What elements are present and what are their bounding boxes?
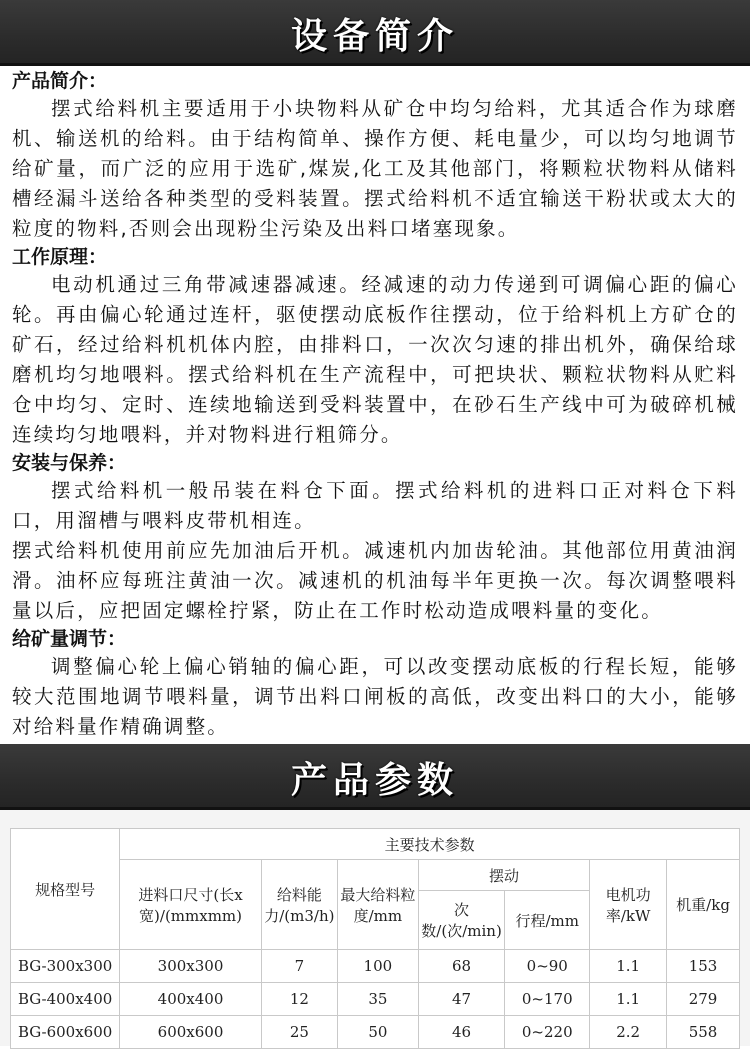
cell-swings: 47 [418, 983, 504, 1016]
cell-power: 1.1 [590, 950, 667, 983]
stroke-header: 行程/mm [505, 891, 590, 950]
cell-max-size: 35 [337, 983, 418, 1016]
table-row [11, 1016, 740, 1049]
cell-inlet: 400x400 [120, 983, 262, 1016]
section-heading: 工作原理： [12, 246, 108, 268]
cell-stroke: 0~170 [505, 983, 590, 1016]
cell-capacity: 25 [261, 1016, 337, 1049]
cell-max-size: 100 [337, 950, 418, 983]
cell-model: BG-400x400 [11, 983, 120, 1016]
paragraph: 调整偏心轮上偏心销轴的偏心距，可以改变摆动底板的行程长短，能够较大范围地调节喂料量，调节出料口闸板的高低，改变出料口的大小，能够对给料量作精确调整。 [12, 655, 738, 738]
params-table [10, 828, 740, 1049]
cell-stroke: 0~90 [505, 950, 590, 983]
swing-count-header: 次数/(次/min) [418, 891, 504, 950]
params-banner [0, 744, 750, 810]
max-size-header: 最大给料粒度/mm [337, 860, 418, 950]
section-heading: 产品简介： [12, 70, 108, 92]
swing-header: 摆动 [418, 860, 589, 891]
power-header: 电机功率/kW [590, 860, 667, 950]
section-feed-adjustment [12, 626, 738, 742]
section-working-principle [12, 244, 738, 450]
group-header: 主要技术参数 [120, 829, 740, 860]
section-heading: 给矿量调节： [12, 628, 127, 650]
cell-capacity: 12 [261, 983, 337, 1016]
cell-swings: 46 [418, 1016, 504, 1049]
cell-inlet: 600x600 [120, 1016, 262, 1049]
table-row [11, 983, 740, 1016]
cell-inlet: 300x300 [120, 950, 262, 983]
intro-banner-title: 设备简介 [290, 15, 459, 57]
cell-stroke: 0~220 [505, 1016, 590, 1049]
cell-weight: 558 [667, 1016, 740, 1049]
paragraph: 摆式给料机使用前应先加油后开机。减速机内加齿轮油。其他部位用黄油润滑。油杯应每班注黄油一次。减速机的机油每半年更换一次。每次调整喂料量以后，应把固定螺栓拧紧，防止在工作时松动造成喂料量的变化。 [12, 539, 738, 622]
cell-model: BG-300x300 [11, 950, 120, 983]
table-row [11, 950, 740, 983]
params-table-area [0, 810, 750, 1046]
model-header: 规格型号 [11, 829, 120, 950]
section-product-intro [12, 68, 738, 244]
cell-swings: 68 [418, 950, 504, 983]
capacity-header: 给料能力/(m3/h) [261, 860, 337, 950]
paragraph: 摆式给料机主要适用于小块物料从矿仓中均匀给料，尤其适合作为球磨机、输送机的给料。由于结构简单、操作方便、耗电量少，可以均匀地调节给矿量，而广泛的应用于选矿,煤炭,化工及其他部门，将颗粒状物料从储料槽经漏斗送给各种类型的受料装置。摆式给料机不适宜输送干粉状或太大的粒度的物料,否则会出现粉尘污染及出料口堵塞现象。 [12, 97, 738, 240]
paragraph: 电动机通过三角带减速器减速。经减速的动力传递到可调偏心距的偏心轮。再由偏心轮通过连杆，驱使摆动底板作往摆动，位于给料机上方矿仓的矿石，经过给料机机体内腔，由排料口，一次次匀速的排出机外，确保给球磨机均匀地喂料。摆式给料机在生产流程中，可把块状、颗粒状物料从贮料仓中均匀、定时、连续地输送到受料装置中，在砂石生产线中可为破碎机械连续均匀地喂料，并对物料进行粗筛分。 [12, 273, 738, 446]
params-banner-title: 产品参数 [290, 759, 459, 801]
section-installation [12, 450, 738, 626]
inlet-header: 进料口尺寸(长x宽)/(mmxmm) [120, 860, 262, 950]
intro-content [0, 66, 750, 744]
cell-power: 1.1 [590, 983, 667, 1016]
cell-max-size: 50 [337, 1016, 418, 1049]
cell-weight: 279 [667, 983, 740, 1016]
cell-model: BG-600x600 [11, 1016, 120, 1049]
weight-header: 机重/kg [667, 860, 740, 950]
cell-weight: 153 [667, 950, 740, 983]
section-heading: 安装与保养： [12, 452, 127, 474]
cell-power: 2.2 [590, 1016, 667, 1049]
paragraph: 摆式给料机一般吊装在料仓下面。摆式给料机的进料口正对料仓下料口，用溜槽与喂料皮带机相连。 [12, 479, 738, 532]
intro-banner [0, 0, 750, 66]
cell-capacity: 7 [261, 950, 337, 983]
